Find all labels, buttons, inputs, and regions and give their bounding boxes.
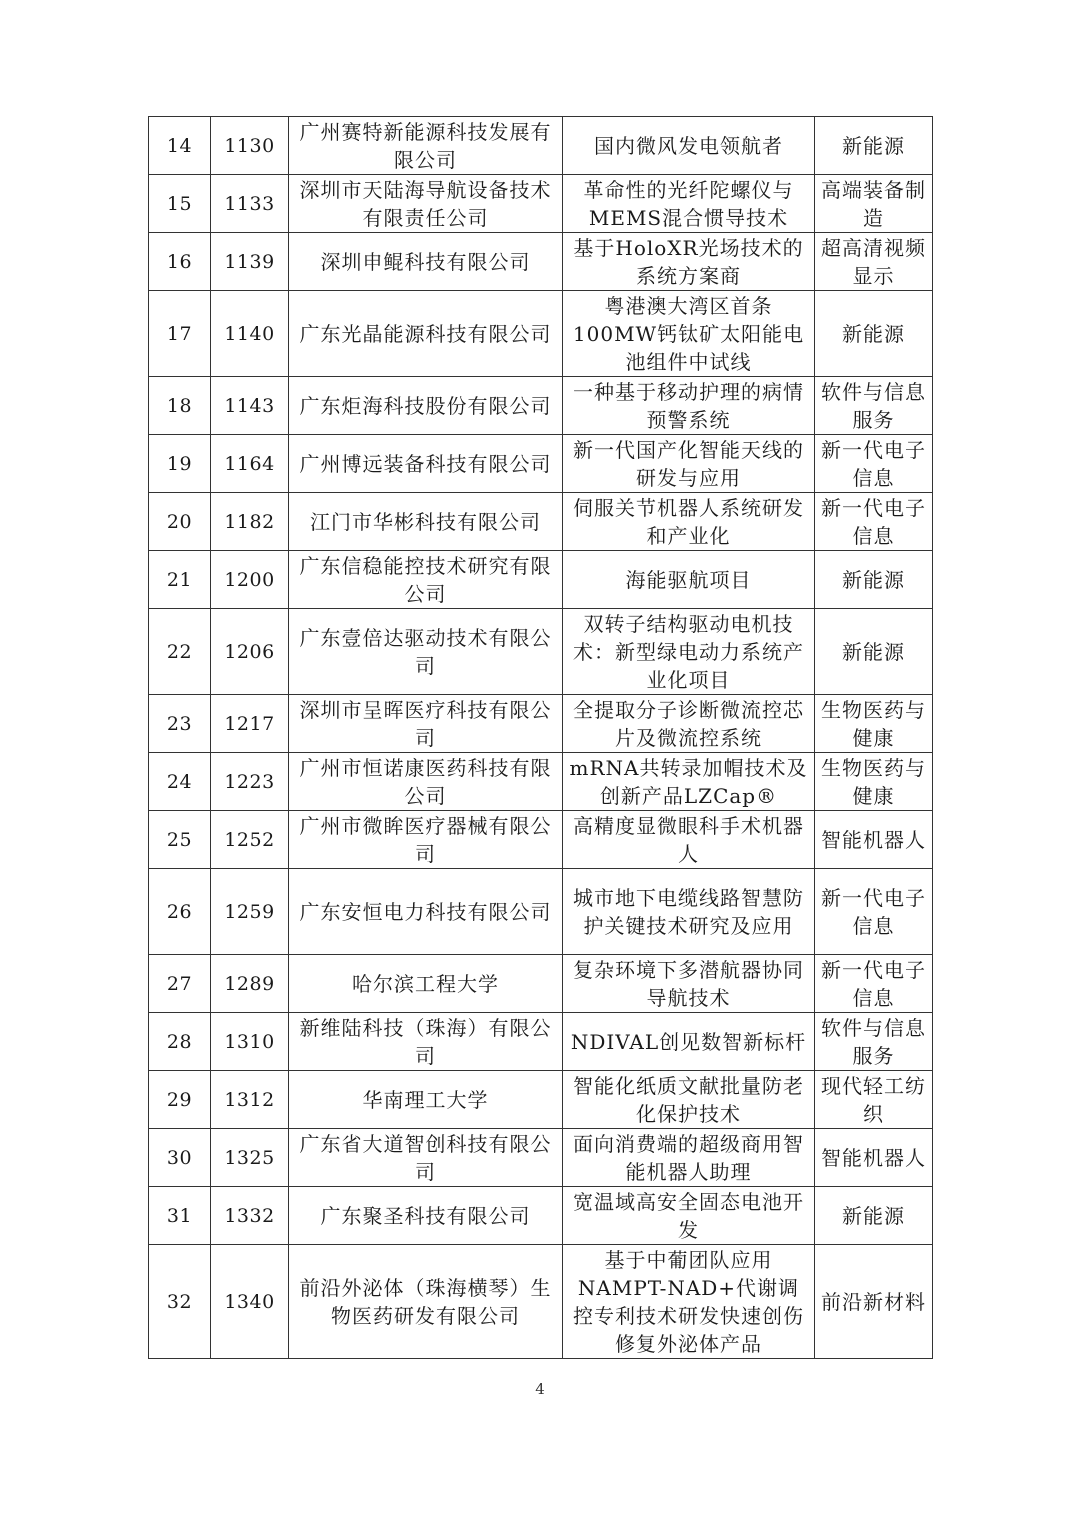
project-name: 粤港澳大湾区首条100MW钙钛矿太阳能电池组件中试线 — [563, 291, 815, 377]
project-id: 1206 — [211, 609, 289, 695]
industry-field: 软件与信息服务 — [815, 377, 933, 435]
industry-field: 新能源 — [815, 1187, 933, 1245]
industry-field: 高端装备制造 — [815, 175, 933, 233]
project-name: 基于中葡团队应用NAMPT-NAD+代谢调控专利技术研发快速创伤修复外泌体产品 — [563, 1245, 815, 1359]
company-name: 广州博远装备科技有限公司 — [289, 435, 563, 493]
row-number: 31 — [149, 1187, 211, 1245]
row-number: 24 — [149, 753, 211, 811]
row-number: 26 — [149, 869, 211, 955]
company-name: 广州赛特新能源科技发展有限公司 — [289, 117, 563, 175]
row-number: 32 — [149, 1245, 211, 1359]
company-name: 新维陆科技（珠海）有限公司 — [289, 1013, 563, 1071]
project-name: 城市地下电缆线路智慧防护关键技术研究及应用 — [563, 869, 815, 955]
industry-field: 生物医药与健康 — [815, 753, 933, 811]
company-name: 广东壹倍达驱动技术有限公司 — [289, 609, 563, 695]
industry-field: 新能源 — [815, 291, 933, 377]
project-name: 面向消费端的超级商用智能机器人助理 — [563, 1129, 815, 1187]
row-number: 30 — [149, 1129, 211, 1187]
table-row — [149, 753, 933, 811]
company-name: 广东安恒电力科技有限公司 — [289, 869, 563, 955]
table-row — [149, 811, 933, 869]
company-name: 华南理工大学 — [289, 1071, 563, 1129]
project-name: 复杂环境下多潜航器协同导航技术 — [563, 955, 815, 1013]
project-name: 智能化纸质文献批量防老化保护技术 — [563, 1071, 815, 1129]
company-name: 广东省大道智创科技有限公司 — [289, 1129, 563, 1187]
project-id: 1289 — [211, 955, 289, 1013]
table-row — [149, 1071, 933, 1129]
table-row — [149, 551, 933, 609]
project-id: 1310 — [211, 1013, 289, 1071]
table-row — [149, 175, 933, 233]
industry-field: 新一代电子信息 — [815, 869, 933, 955]
company-name: 广州市恒诺康医药科技有限公司 — [289, 753, 563, 811]
project-name: NDIVAL创见数智新标杆 — [563, 1013, 815, 1071]
project-id: 1133 — [211, 175, 289, 233]
project-id: 1164 — [211, 435, 289, 493]
company-name: 广州市微眸医疗器械有限公司 — [289, 811, 563, 869]
row-number: 17 — [149, 291, 211, 377]
row-number: 29 — [149, 1071, 211, 1129]
table-row — [149, 233, 933, 291]
table-row — [149, 117, 933, 175]
project-id: 1217 — [211, 695, 289, 753]
table-row — [149, 869, 933, 955]
project-name: 国内微风发电领航者 — [563, 117, 815, 175]
project-id: 1130 — [211, 117, 289, 175]
company-name: 广东聚圣科技有限公司 — [289, 1187, 563, 1245]
table-row — [149, 377, 933, 435]
table-row — [149, 1187, 933, 1245]
industry-field: 前沿新材料 — [815, 1245, 933, 1359]
project-name: 基于HoloXR光场技术的系统方案商 — [563, 233, 815, 291]
company-name: 广东光晶能源科技有限公司 — [289, 291, 563, 377]
row-number: 15 — [149, 175, 211, 233]
company-name: 深圳市天陆海导航设备技术有限责任公司 — [289, 175, 563, 233]
industry-field: 新一代电子信息 — [815, 435, 933, 493]
table-row — [149, 695, 933, 753]
row-number: 21 — [149, 551, 211, 609]
row-number: 23 — [149, 695, 211, 753]
project-name: 双转子结构驱动电机技术：新型绿电动力系统产业化项目 — [563, 609, 815, 695]
industry-field: 超高清视频显示 — [815, 233, 933, 291]
project-id: 1332 — [211, 1187, 289, 1245]
company-name: 广东炬海科技股份有限公司 — [289, 377, 563, 435]
company-name: 深圳申鲲科技有限公司 — [289, 233, 563, 291]
industry-field: 智能机器人 — [815, 811, 933, 869]
industry-field: 生物医药与健康 — [815, 695, 933, 753]
project-id: 1325 — [211, 1129, 289, 1187]
row-number: 19 — [149, 435, 211, 493]
project-name: 革命性的光纤陀螺仪与MEMS混合惯导技术 — [563, 175, 815, 233]
row-number: 28 — [149, 1013, 211, 1071]
table-row — [149, 435, 933, 493]
project-name: 伺服关节机器人系统研发和产业化 — [563, 493, 815, 551]
project-id: 1312 — [211, 1071, 289, 1129]
table-row — [149, 291, 933, 377]
project-id: 1223 — [211, 753, 289, 811]
industry-field: 智能机器人 — [815, 1129, 933, 1187]
project-table — [148, 116, 933, 1359]
table-row — [149, 1245, 933, 1359]
company-name: 江门市华彬科技有限公司 — [289, 493, 563, 551]
project-name: 高精度显微眼科手术机器人 — [563, 811, 815, 869]
industry-field: 新能源 — [815, 609, 933, 695]
industry-field: 现代轻工纺织 — [815, 1071, 933, 1129]
project-name: 海能驱航项目 — [563, 551, 815, 609]
project-id: 1140 — [211, 291, 289, 377]
project-id: 1252 — [211, 811, 289, 869]
row-number: 27 — [149, 955, 211, 1013]
project-name: 全提取分子诊断微流控芯片及微流控系统 — [563, 695, 815, 753]
row-number: 20 — [149, 493, 211, 551]
company-name: 哈尔滨工程大学 — [289, 955, 563, 1013]
row-number: 18 — [149, 377, 211, 435]
industry-field: 软件与信息服务 — [815, 1013, 933, 1071]
project-table-container — [148, 116, 932, 1359]
row-number: 16 — [149, 233, 211, 291]
table-row — [149, 609, 933, 695]
row-number: 14 — [149, 117, 211, 175]
industry-field: 新能源 — [815, 551, 933, 609]
project-name: 新一代国产化智能天线的研发与应用 — [563, 435, 815, 493]
page-number: 4 — [535, 1380, 545, 1398]
industry-field: 新能源 — [815, 117, 933, 175]
table-row — [149, 1013, 933, 1071]
project-id: 1340 — [211, 1245, 289, 1359]
project-id: 1200 — [211, 551, 289, 609]
company-name: 深圳市呈晖医疗科技有限公司 — [289, 695, 563, 753]
project-id: 1143 — [211, 377, 289, 435]
project-id: 1182 — [211, 493, 289, 551]
row-number: 22 — [149, 609, 211, 695]
project-id: 1259 — [211, 869, 289, 955]
project-name: 一种基于移动护理的病情预警系统 — [563, 377, 815, 435]
table-row — [149, 493, 933, 551]
table-row — [149, 955, 933, 1013]
industry-field: 新一代电子信息 — [815, 493, 933, 551]
project-name: mRNA共转录加帽技术及创新产品LZCap® — [563, 753, 815, 811]
industry-field: 新一代电子信息 — [815, 955, 933, 1013]
company-name: 前沿外泌体（珠海横琴）生物医药研发有限公司 — [289, 1245, 563, 1359]
company-name: 广东信稳能控技术研究有限公司 — [289, 551, 563, 609]
table-row — [149, 1129, 933, 1187]
project-id: 1139 — [211, 233, 289, 291]
project-name: 宽温域高安全固态电池开发 — [563, 1187, 815, 1245]
row-number: 25 — [149, 811, 211, 869]
